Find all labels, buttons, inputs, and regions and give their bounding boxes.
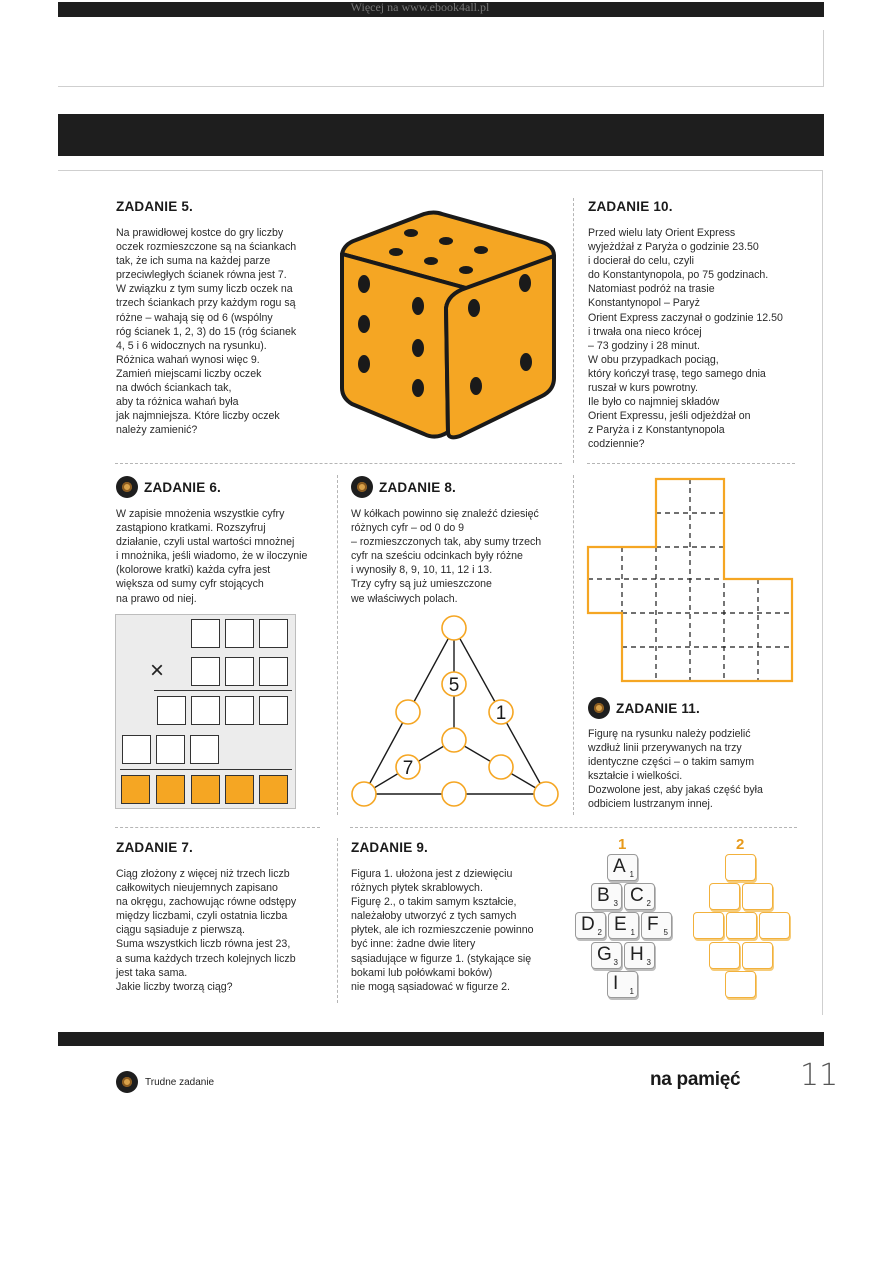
product-digit[interactable] [259,775,288,804]
dice-illustration [336,208,562,444]
empty-tile[interactable] [693,912,724,939]
empty-tile[interactable] [726,912,757,939]
task-8-line: W kółkach powinno się znaleźć dziesięć [351,508,539,520]
task-5-line: Na prawidłowej kostce do gry liczby [116,227,284,239]
task-10-line: Przed wielu laty Orient Express [588,227,736,239]
empty-tile[interactable] [742,942,773,969]
partial-digit[interactable] [225,696,254,725]
task-5-line: róg ścianek 1, 2, 3) do 15 (róg ścianek [116,325,297,338]
multiplicand-digit[interactable] [259,619,288,648]
partial-digit[interactable] [156,735,185,764]
empty-tile[interactable] [709,883,740,910]
task-5-line: różne – wahają się od 6 (wspólny [116,311,273,324]
task-9-line: nie mogą sąsiadować w figurze 2. [351,980,510,993]
task-10 [588,199,783,452]
task-7-line: Jakie liczby tworzą ciąg? [116,980,233,993]
tetrahedron-puzzle [348,612,564,810]
task-10-line: z Paryża i z Konstantynopola [588,424,725,437]
result-line [120,769,292,770]
task-11-line: kształcie i wielkości. [588,770,683,783]
task-10-line: Orient Express zaczynał o godzinie 12.50 [588,311,783,324]
task-10-line: – 73 godziny i 28 minut. [588,339,700,352]
tile-letter: B [597,885,610,906]
task-8-line: różnych cyfr – od 0 do 9 [351,522,465,535]
task-10-line: Natomiast podróż na trasie [588,283,715,296]
separator-v1 [573,198,574,463]
empty-tile[interactable] [725,971,756,998]
task-5-title: ZADANIE 5. [116,199,194,214]
task-5-line: oczek rozmieszczone są na ściankach [116,241,297,254]
page-number: 11 [800,1058,839,1093]
tile-value: 5 [663,928,668,937]
tile-value: 1 [629,987,634,996]
task-10-line: i docierał do celu, czyli [588,255,694,268]
scrabble-tile [607,971,638,998]
task-7-title: ZADANIE 7. [116,840,194,855]
task-5-line: jak najmniejsza. Które liczby oczek [116,410,280,423]
multiplication-grid [115,614,296,809]
tile-value: 1 [629,870,634,879]
task-6-text [116,507,307,606]
tile-letter: D [581,914,595,935]
product-digit[interactable] [225,775,254,804]
task-9-line: sąsiadujące w figurze 1. (stykające się [351,952,532,965]
task-5-line: 4, 5 i 6 widocznych na rysunku). [116,339,267,352]
tile-letter: G [597,944,612,965]
section-bar [58,114,824,156]
task-10-line: Orient Expressu, jeśli odjeżdżał on [588,410,751,423]
scrabble-tile [591,883,622,910]
tile-letter: E [614,914,627,935]
circle-node [442,616,466,640]
multiplicand-digit[interactable] [225,619,254,648]
tile-value: 3 [613,958,618,967]
task-5-line: Różnica wahań wynosi więc 9. [116,353,260,366]
separator-v2 [337,475,338,815]
task-5-line: przeciwległych ścianek równa jest 7. [116,269,287,282]
task-6 [116,476,307,606]
task-10-line: codziennie? [588,438,645,451]
task-10-line: Ile było co najmniej składów [588,396,720,409]
brand-logo: na pamięć [650,1069,741,1090]
empty-tile[interactable] [759,912,790,939]
task-9 [351,840,534,994]
scrabble-tile [624,942,655,969]
task-7-line: ciągu sąsiaduje z pierwszą. [116,924,245,937]
product-digit[interactable] [156,775,185,804]
task-5-line: należy zamienić? [116,424,198,437]
task-7-line: całkowitych nieujemnych zapisano [116,882,278,895]
task-11-text [588,727,763,812]
scrabble-tile [607,854,638,881]
figure-1-label: 1 [618,836,627,853]
tile-letter: F [647,914,659,935]
task-9-title: ZADANIE 9. [351,840,429,855]
task-9-line: płytek, ale ich rozmieszczenie powinno [351,924,534,937]
task-5-line: tak, że ich suma na każdej parze [116,255,271,268]
task-9-line: Figura 1. ułożona jest z dziewięciu [351,868,513,880]
multiplier-digit[interactable] [225,657,254,686]
task-9-text [351,867,534,994]
partial-digit[interactable] [259,696,288,725]
given-digit: 5 [448,675,460,696]
task-11 [588,697,763,812]
partial-digit[interactable] [122,735,151,764]
task-7-line: jest taka sama. [116,966,188,979]
task-5 [116,199,296,437]
task-6-line: W zapisie mnożenia wszystkie cyfry [116,508,285,520]
task-6-title: ZADANIE 6. [144,479,222,495]
circle-node [442,728,466,752]
figure-2-label: 2 [736,836,745,853]
figure-2 [692,836,802,1008]
task-10-line: W obu przypadkach pociąg, [588,353,719,366]
tile-value: 2 [646,899,651,908]
task-9-line: różnych płytek skrablowych. [351,882,483,895]
legend-label: Trudne zadanie [145,1076,215,1088]
task-11-line: wzdłuż linii przerywanych na trzy [588,742,742,755]
given-digit: 1 [495,703,507,724]
task-8-text [351,507,541,606]
task-7-line: między liczbami, czyli ostatnia liczba [116,910,288,923]
bottom-bar [58,1032,824,1046]
task-7 [116,840,296,994]
tile-value: 3 [646,958,651,967]
empty-tile[interactable] [709,942,740,969]
task-10-line: Konstantynopol – Paryż [588,297,700,310]
header-rule [58,86,824,87]
separator-h3 [115,827,320,828]
times-sign: × [150,657,165,684]
task-10-line: który kończył trasę, tego samego dnia [588,367,766,380]
task-5-text [116,226,296,437]
product-digit[interactable] [121,775,150,804]
separator-h2 [587,463,795,464]
task-11-line: Figurę na rysunku należy podzielić [588,728,751,740]
separator-v4 [337,838,338,1003]
task-11-line: odbiciem lustrzanym innej. [588,798,713,811]
circle-node [534,782,558,806]
separator-h1 [115,463,562,464]
task-7-text [116,867,296,994]
scrabble-tile [641,912,672,939]
legend [116,1071,214,1093]
separator-v3 [573,475,574,815]
task-9-line: bokami lub połówkami boków) [351,966,493,979]
task-8-line: we właściwych polach. [351,592,458,605]
task-6-line: na prawo od niej. [116,592,197,605]
task-5-line: aby ta różnica wahań była [116,396,239,409]
scrabble-tile [624,883,655,910]
empty-tile[interactable] [725,854,756,881]
task-9-line: należałoby utworzyć z tych samych [351,910,517,923]
scrabble-tile [591,942,622,969]
circle-node [396,700,420,724]
task-6-line: (kolorowe kratki) każda cyfra jest [116,564,271,577]
grid-figure [586,475,798,687]
task-8-line: i wynosiły 8, 9, 10, 11, 12 i 13. [351,564,493,577]
tile-letter: A [613,856,626,877]
task-8-line: – rozmieszczonych tak, aby sumy trzech [351,536,542,549]
multiplier-digit[interactable] [191,657,220,686]
partial-digit[interactable] [190,735,219,764]
product-digit[interactable] [191,775,220,804]
separator-h4 [350,827,797,828]
multiplicand-digit[interactable] [191,619,220,648]
partial-digit[interactable] [157,696,186,725]
task-8-title: ZADANIE 8. [379,479,457,495]
watermark: Więcej na www.ebook4all.pl [350,0,490,14]
task-9-line: Figurę 2., o takim samym kształcie, [351,896,517,909]
result-line [154,690,292,691]
task-7-line: Ciąg złożony z więcej niż trzech liczb [116,868,290,880]
task-11-line: Dozwolone jest, aby jakaś część była [588,784,763,797]
empty-tile[interactable] [742,883,773,910]
difficulty-icon [116,1071,138,1093]
tile-letter: I [613,973,619,994]
task-10-line: i trwała ona nieco krócej [588,325,702,338]
scrabble-tile [575,912,606,939]
tile-value: 1 [630,928,635,937]
scrabble-tile [608,912,639,939]
tile-value: 3 [613,899,618,908]
difficulty-icon [351,476,373,498]
task-8-line: cyfr na sześciu odcinkach były różne [351,550,523,563]
difficulty-icon [588,697,610,719]
task-5-line: na dwóch ściankach tak, [116,382,232,395]
tile-letter: H [630,944,644,965]
task-6-line: i mnożnika, jeśli wiadomo, że w iloczynie [116,550,308,563]
task-8 [351,476,541,606]
task-9-line: być inne: żadne dwie litery [351,938,476,951]
task-11-title: ZADANIE 11. [616,700,700,716]
header-side-rule [823,30,824,86]
task-10-title: ZADANIE 10. [588,199,673,214]
tile-letter: C [630,885,644,906]
task-6-line: działanie, czyli ustal wartości mnożnej [116,536,295,549]
task-10-text [588,226,783,452]
task-7-line: a suma każdych trzech kolejnych liczb [116,952,296,965]
task-11-line: identyczne części – o takim samym [588,756,755,769]
partial-digit[interactable] [191,696,220,725]
task-7-line: na okręgu, zachowując równe odstępy [116,896,297,909]
task-10-line: do Konstantynopola, po 75 godzinach. [588,269,769,282]
tile-value: 2 [597,928,602,937]
task-5-line: Zamień miejscami liczby oczek [116,367,262,380]
task-5-line: W związku z tym sumy liczb oczek na [116,283,293,296]
task-6-line: zastąpiono kratkami. Rozszyfruj [116,522,266,535]
given-digit: 7 [402,758,414,779]
task-10-line: ruszał w kurs powrotny. [588,382,698,395]
circle-node [442,782,466,806]
task-8-line: Trzy cyfry są już umieszczone [351,578,492,591]
circle-node [489,755,513,779]
task-6-line: większa od sumy cyfr stojących [116,578,264,591]
task-7-line: Suma wszystkich liczb równa jest 23, [116,938,291,951]
task-10-line: wyjeżdżał z Paryża o godzinie 23.50 [588,241,759,254]
multiplier-digit[interactable] [259,657,288,686]
task-5-line: trzech ściankach przy każdym rogu są [116,297,296,310]
difficulty-icon [116,476,138,498]
circle-node [352,782,376,806]
figure-1 [574,836,684,1008]
